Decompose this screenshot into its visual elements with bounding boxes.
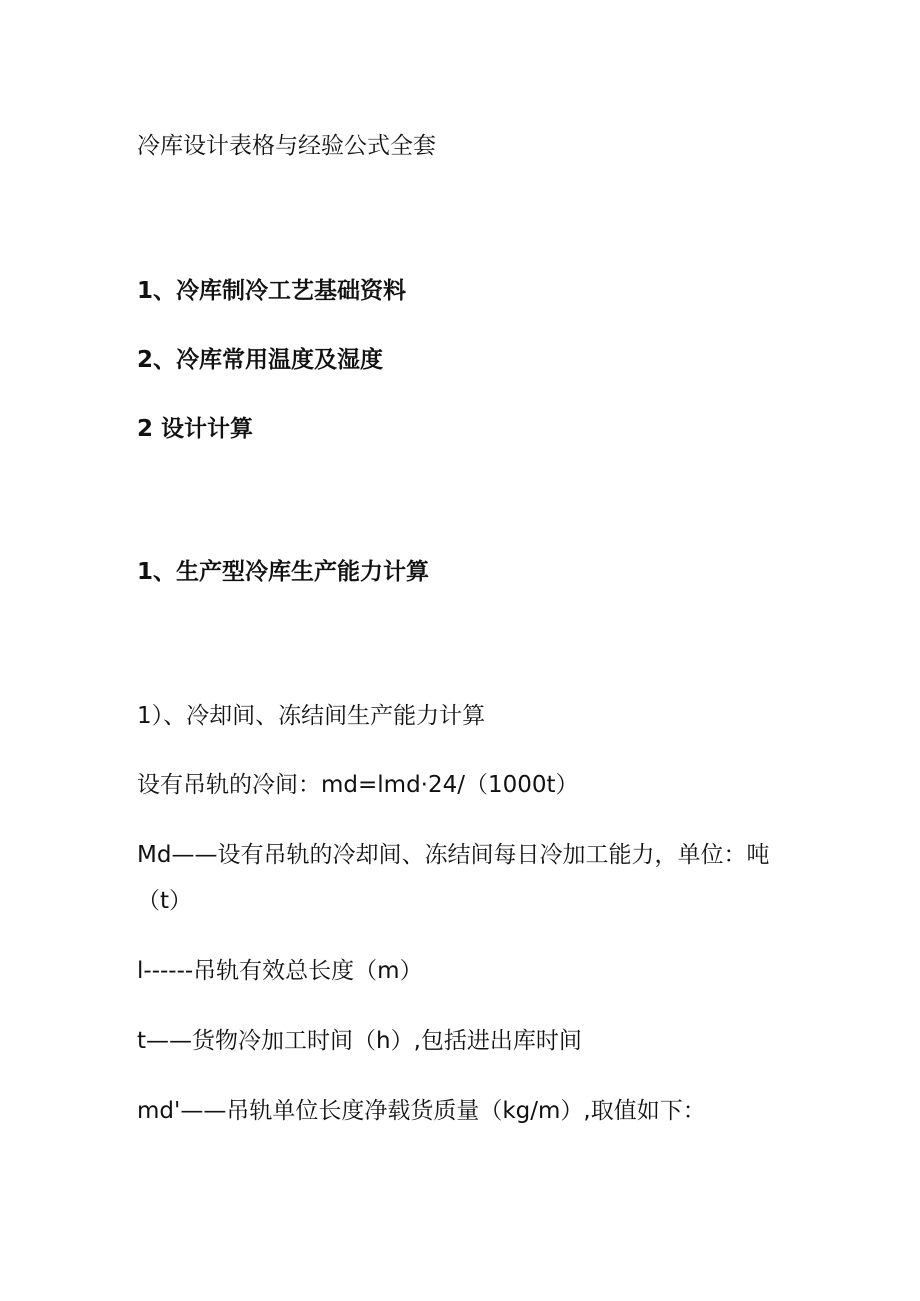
heading-temperature-humidity: 2、冷库常用温度及湿度 [137,347,384,373]
definition-t: t——货物冷加工时间（h）,包括进出库时间 [137,1028,582,1054]
sub-heading-cooling-freezing: 1）、冷却间、冻结间生产能力计算 [137,703,486,729]
heading-production-capacity: 1、生产型冷库生产能力计算 [137,559,430,585]
heading-refrigeration-basics: 1、冷库制冷工艺基础资料 [137,278,407,304]
formula-line: 设有吊轨的冷间：md=lmd·24/（1000t） [137,772,579,798]
document-title: 冷库设计表格与经验公式全套 [137,133,436,159]
definition-md-prime: md'——吊轨单位长度净载货质量（kg/m）,取值如下： [137,1098,706,1124]
definition-l: l------吊轨有效总长度（m） [137,958,423,984]
heading-design-calculation: 2 设计计算 [137,416,254,442]
definition-md-line1: Md——设有吊轨的冷却间、冻结间每日冷加工能力，单位：吨 [137,842,770,868]
definition-md-line2: （t） [137,888,193,914]
